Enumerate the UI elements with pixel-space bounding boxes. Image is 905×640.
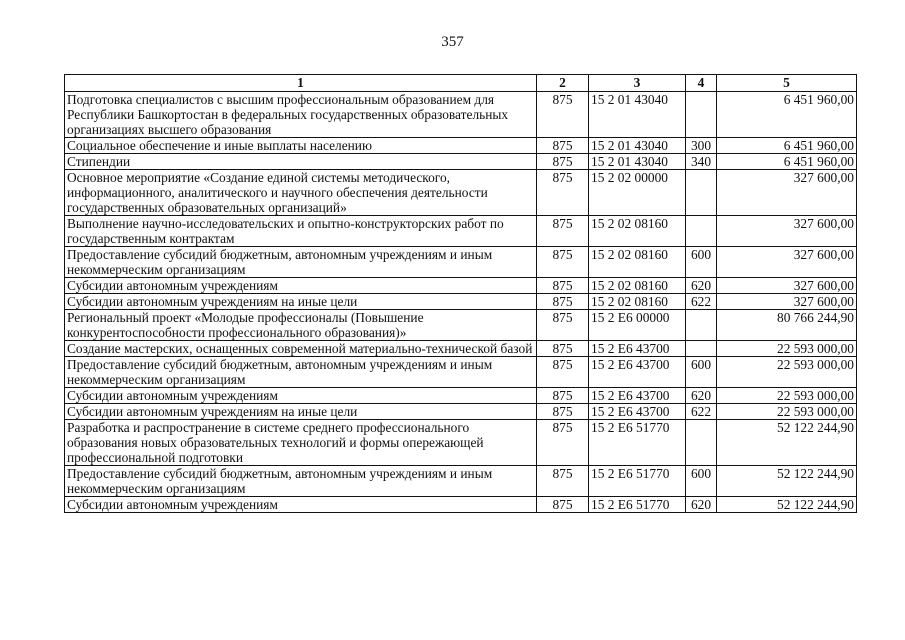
row-target-article: 15 2 E6 51770: [589, 497, 686, 513]
row-expense-type: 622: [686, 404, 717, 420]
row-name: Субсидии автономным учреждениям на иные цели: [65, 404, 537, 420]
row-expense-type: 300: [686, 138, 717, 154]
row-target-article: 15 2 E6 43700: [589, 404, 686, 420]
row-amount: 327 600,00: [717, 216, 857, 247]
table-row: [65, 388, 857, 404]
row-expense-type: 620: [686, 388, 717, 404]
column-header-expense-type: 4: [686, 75, 717, 92]
row-amount: 327 600,00: [717, 278, 857, 294]
row-name: Предоставление субсидий бюджетным, автономным учреждениям и иным некоммерческим организациям: [65, 247, 537, 278]
row-expense-type: 620: [686, 497, 717, 513]
row-expense-type: [686, 310, 717, 341]
row-name: Выполнение научно-исследовательских и опытно-конструкторских работ по государственным контрактам: [65, 216, 537, 247]
row-target-article: 15 2 E6 43700: [589, 388, 686, 404]
row-target-article: 15 2 E6 43700: [589, 341, 686, 357]
row-amount: 22 593 000,00: [717, 388, 857, 404]
table-row: [65, 357, 857, 388]
row-target-article: 15 2 01 43040: [589, 154, 686, 170]
row-name: Субсидии автономным учреждениям: [65, 388, 537, 404]
table-row: [65, 154, 857, 170]
table-row: [65, 497, 857, 513]
table-row: [65, 247, 857, 278]
row-department-code: 875: [537, 404, 589, 420]
table-row: [65, 92, 857, 138]
row-name: Предоставление субсидий бюджетным, автономным учреждениям и иным некоммерческим организациям: [65, 466, 537, 497]
row-amount: 327 600,00: [717, 170, 857, 216]
row-expense-type: 620: [686, 278, 717, 294]
table-row: [65, 310, 857, 341]
column-header-target-article: 3: [589, 75, 686, 92]
table-row: [65, 420, 857, 466]
table-row: [65, 294, 857, 310]
row-expense-type: [686, 341, 717, 357]
row-department-code: 875: [537, 420, 589, 466]
row-expense-type: [686, 216, 717, 247]
row-amount: 52 122 244,90: [717, 497, 857, 513]
row-name: Субсидии автономным учреждениям на иные цели: [65, 294, 537, 310]
row-name: Подготовка специалистов с высшим профессиональным образованием для Республики Башкортостан в федеральных государственных образовательных организациях высшего образования: [65, 92, 537, 138]
row-name: Создание мастерских, оснащенных современной материально-технической базой: [65, 341, 537, 357]
column-header-name: 1: [65, 75, 537, 92]
row-department-code: 875: [537, 310, 589, 341]
row-amount: 327 600,00: [717, 294, 857, 310]
row-department-code: 875: [537, 294, 589, 310]
row-department-code: 875: [537, 92, 589, 138]
row-name: Основное мероприятие «Создание единой системы методического, информационного, аналитического и научного обеспечения деятельности государственных образовательных организаций»: [65, 170, 537, 216]
row-expense-type: [686, 170, 717, 216]
table-header-row: [65, 75, 857, 92]
row-amount: 6 451 960,00: [717, 92, 857, 138]
row-department-code: 875: [537, 247, 589, 278]
row-name: Стипендии: [65, 154, 537, 170]
table-row: [65, 466, 857, 497]
column-header-department: 2: [537, 75, 589, 92]
row-amount: 327 600,00: [717, 247, 857, 278]
row-amount: 52 122 244,90: [717, 466, 857, 497]
row-target-article: 15 2 E6 51770: [589, 420, 686, 466]
row-amount: 22 593 000,00: [717, 404, 857, 420]
row-amount: 22 593 000,00: [717, 341, 857, 357]
row-department-code: 875: [537, 216, 589, 247]
table-row: [65, 341, 857, 357]
row-expense-type: [686, 92, 717, 138]
row-expense-type: [686, 420, 717, 466]
row-name: Субсидии автономным учреждениям: [65, 497, 537, 513]
row-expense-type: 600: [686, 247, 717, 278]
budget-table: [64, 74, 857, 513]
row-target-article: 15 2 02 08160: [589, 294, 686, 310]
row-department-code: 875: [537, 154, 589, 170]
row-target-article: 15 2 E6 51770: [589, 466, 686, 497]
row-amount: 6 451 960,00: [717, 154, 857, 170]
row-amount: 6 451 960,00: [717, 138, 857, 154]
row-name: Предоставление субсидий бюджетным, автономным учреждениям и иным некоммерческим организациям: [65, 357, 537, 388]
row-target-article: 15 2 02 08160: [589, 278, 686, 294]
row-expense-type: 340: [686, 154, 717, 170]
row-department-code: 875: [537, 170, 589, 216]
column-header-amount: 5: [717, 75, 857, 92]
row-target-article: 15 2 02 00000: [589, 170, 686, 216]
row-expense-type: 622: [686, 294, 717, 310]
row-department-code: 875: [537, 466, 589, 497]
page-number: 357: [441, 34, 464, 50]
row-target-article: 15 2 E6 00000: [589, 310, 686, 341]
row-target-article: 15 2 02 08160: [589, 216, 686, 247]
row-target-article: 15 2 E6 43700: [589, 357, 686, 388]
table-row: [65, 404, 857, 420]
row-target-article: 15 2 01 43040: [589, 138, 686, 154]
row-target-article: 15 2 02 08160: [589, 247, 686, 278]
table-row: [65, 138, 857, 154]
row-name: Разработка и распространение в системе среднего профессионального образования новых образовательных технологий и формы опережающей профессиональной подготовки: [65, 420, 537, 466]
row-amount: 52 122 244,90: [717, 420, 857, 466]
row-name: Региональный проект «Молодые профессионалы (Повышение конкурентоспособности профессионального образования)»: [65, 310, 537, 341]
row-department-code: 875: [537, 138, 589, 154]
row-name: Субсидии автономным учреждениям: [65, 278, 537, 294]
row-target-article: 15 2 01 43040: [589, 92, 686, 138]
row-department-code: 875: [537, 357, 589, 388]
row-name: Социальное обеспечение и иные выплаты населению: [65, 138, 537, 154]
row-department-code: 875: [537, 388, 589, 404]
row-expense-type: 600: [686, 466, 717, 497]
table-row: [65, 278, 857, 294]
row-department-code: 875: [537, 341, 589, 357]
row-amount: 22 593 000,00: [717, 357, 857, 388]
row-expense-type: 600: [686, 357, 717, 388]
table-row: [65, 170, 857, 216]
table-row: [65, 216, 857, 247]
row-department-code: 875: [537, 278, 589, 294]
row-department-code: 875: [537, 497, 589, 513]
row-amount: 80 766 244,90: [717, 310, 857, 341]
